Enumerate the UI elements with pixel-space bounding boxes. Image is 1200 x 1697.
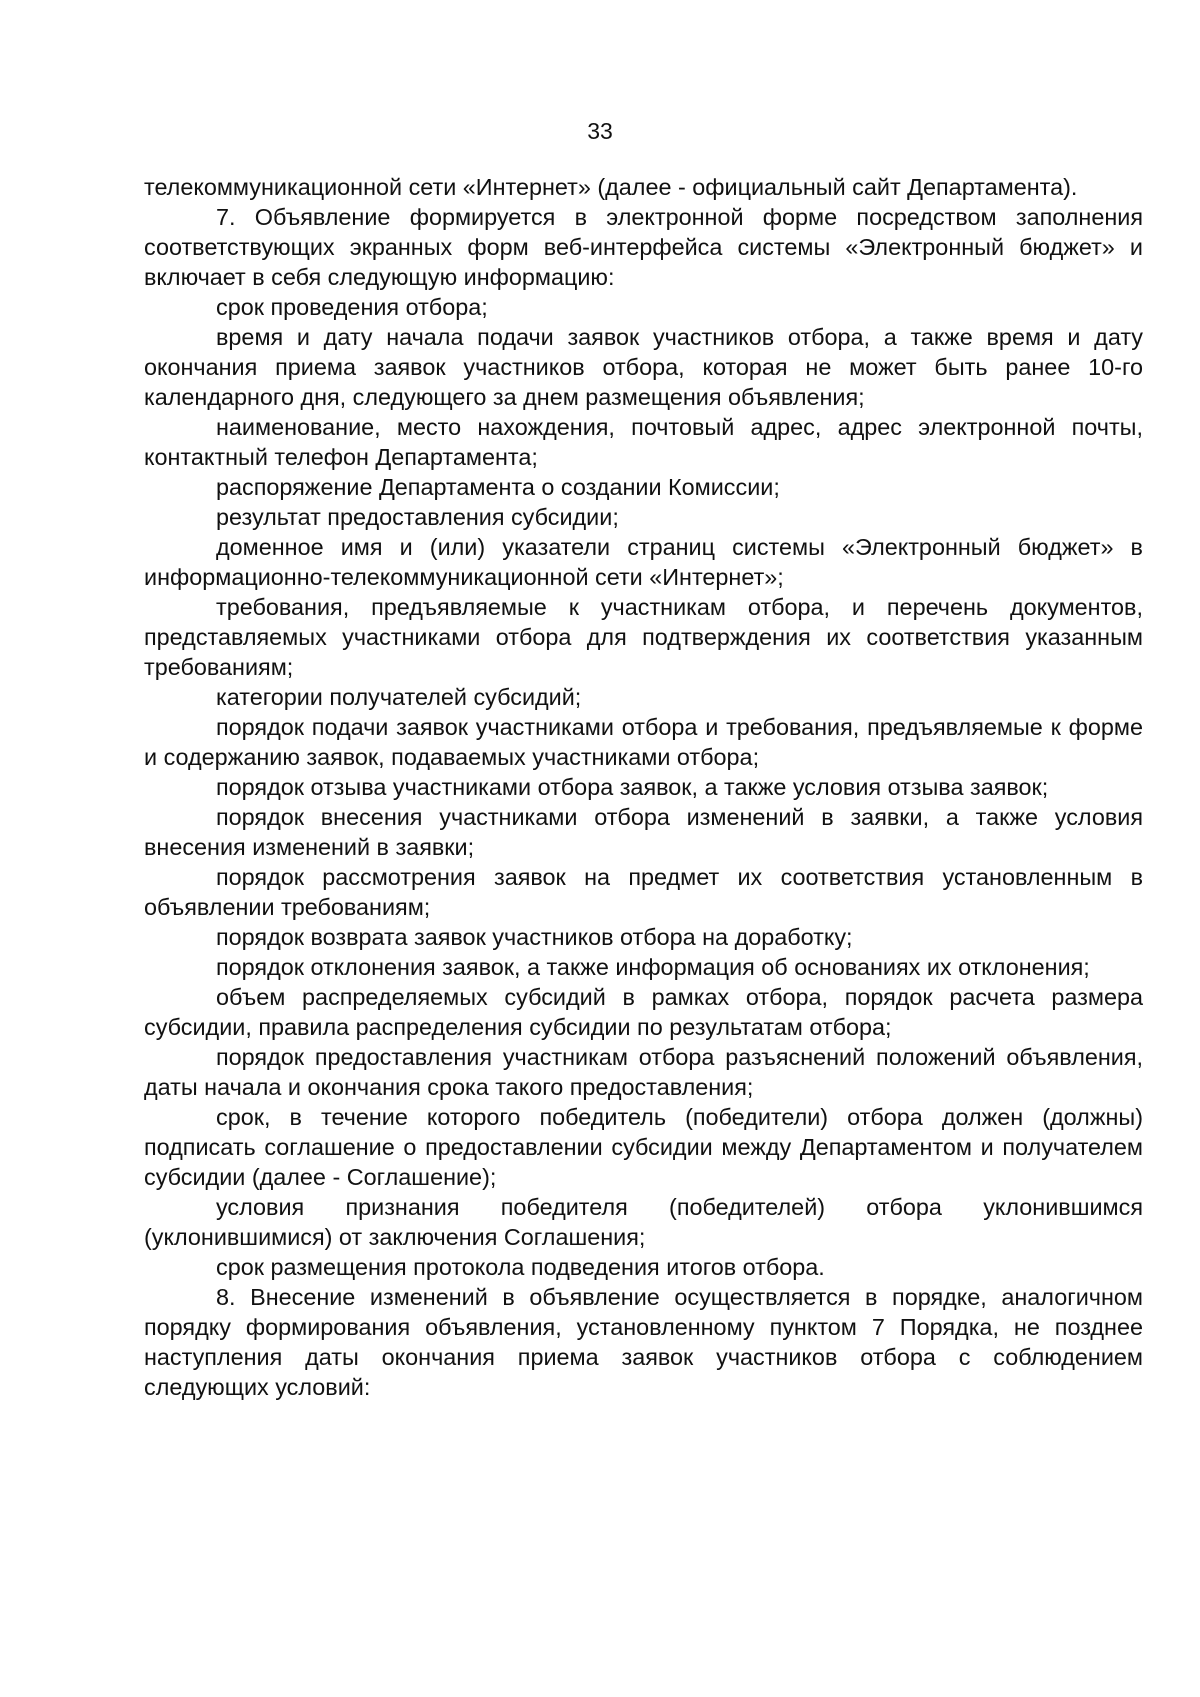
list-item: порядок отзыва участниками отбора заявок, а также условия отзыва заявок; (216, 774, 1049, 800)
list-item: требования, предъявляемые к участникам отбора, и перечень документов, представляемых участниками отбора для подтверждения их соответствия указанным требованиям; (144, 594, 1143, 680)
list-item: объем распределяемых субсидий в рамках отбора, порядок расчета размера субсидии, правила распределения субсидии по результатам отбора; (144, 984, 1143, 1040)
list-item: условия признания победителя (победителей) отбора уклонившимся (уклонившимися) от заключения Соглашения; (144, 1194, 1143, 1250)
list-item: порядок подачи заявок участниками отбора и требования, предъявляемые к форме и содержанию заявок, подаваемых участниками отбора; (144, 714, 1143, 770)
document-body (144, 172, 1143, 1402)
list-item: порядок возврата заявок участников отбора на доработку; (216, 924, 853, 950)
list-item: наименование, место нахождения, почтовый адрес, адрес электронной почты, контактный телефон Департамента; (144, 414, 1143, 470)
list-item: порядок предоставления участникам отбора разъяснений положений объявления, даты начала и окончания срока такого предоставления; (144, 1044, 1143, 1100)
paragraph: 8. Внесение изменений в объявление осуществляется в порядке, аналогичном порядку формирования объявления, установленному пунктом 7 Порядка, не позднее наступления даты окончания приема заявок участников отбора с соблюдением следующих условий: (144, 1284, 1143, 1400)
paragraph: 7. Объявление формируется в электронной форме посредством заполнения соответствующих экранных форм веб-интерфейса системы «Электронный бюджет» и включает в себя следующую информацию: (144, 204, 1143, 290)
list-item: порядок отклонения заявок, а также информация об основаниях их отклонения; (216, 954, 1090, 980)
list-item: порядок внесения участниками отбора изменений в заявки, а также условия внесения изменений в заявки; (144, 804, 1143, 860)
list-item: результат предоставления субсидии; (216, 504, 619, 530)
paragraph: телекоммуникационной сети «Интернет» (далее - официальный сайт Департамента). (144, 174, 1078, 200)
page-number: 33 (587, 118, 613, 144)
list-item: порядок рассмотрения заявок на предмет их соответствия установленным в объявлении требованиям; (144, 864, 1143, 920)
list-item: срок размещения протокола подведения итогов отбора. (216, 1254, 825, 1280)
list-item: срок проведения отбора; (216, 294, 488, 320)
list-item: время и дату начала подачи заявок участников отбора, а также время и дату окончания приема заявок участников отбора, которая не может быть ранее 10-го календарного дня, следующего за днем размещения объявления; (144, 324, 1143, 410)
list-item: доменное имя и (или) указатели страниц системы «Электронный бюджет» в информационно-телекоммуникационной сети «Интернет»; (144, 534, 1143, 590)
list-item: распоряжение Департамента о создании Комиссии; (216, 474, 780, 500)
list-item: категории получателей субсидий; (216, 684, 582, 710)
list-item: срок, в течение которого победитель (победители) отбора должен (должны) подписать соглашение о предоставлении субсидии между Департаментом и получателем субсидии (далее - Соглашение); (144, 1104, 1143, 1190)
